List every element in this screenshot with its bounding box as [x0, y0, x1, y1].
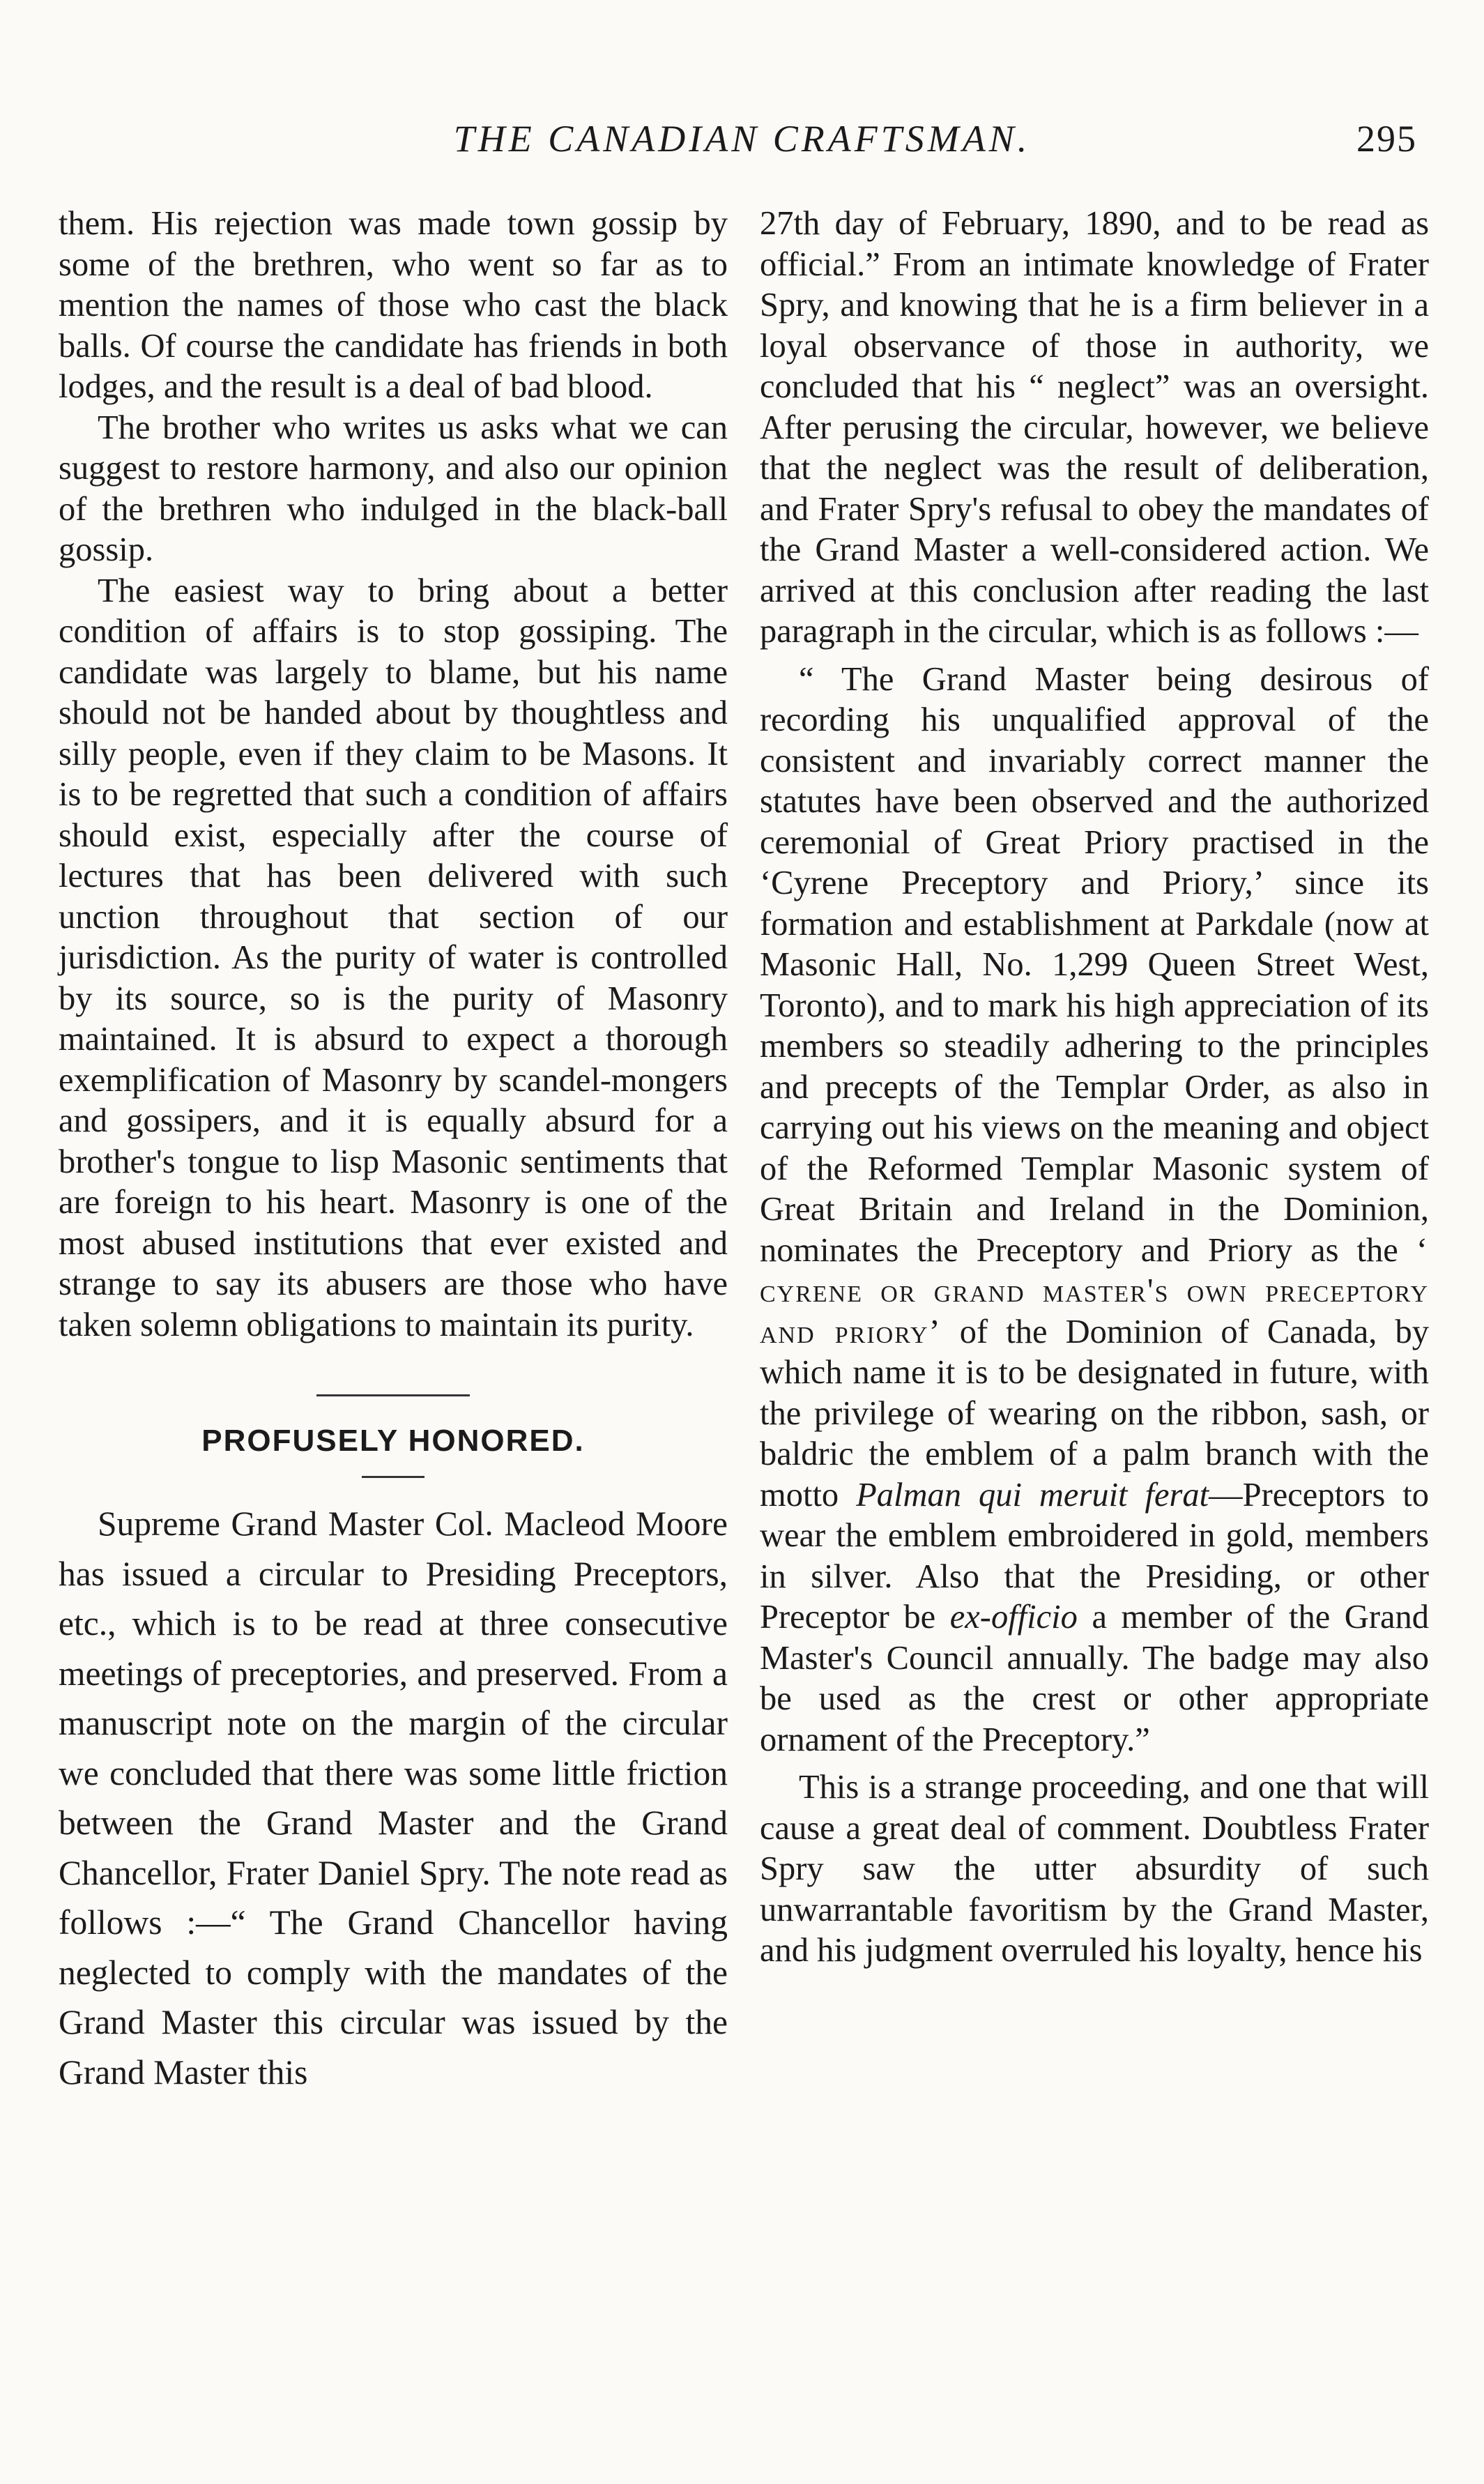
motto: Palman qui meruit ferat: [856, 1476, 1209, 1514]
quote-text: a member of the Grand Master's Council annually. The badge may also be used as the crest or other appropriate ornament of the Preceptory.”: [760, 1599, 1429, 1758]
quote-text: —Preceptors to wear the emblem embroidered in gold, members in silver. Also that the Presiding, or other Preceptor be: [760, 1476, 1429, 1636]
section-divider: [316, 1394, 470, 1396]
paragraph: This is a strange proceeding, and one that will cause a great deal of comment. Doubtless Frater Spry saw the utter absurdity of such unwarrantable favoritism by the Grand Master, and his judgment overruled his loyalty, hence his: [760, 1769, 1429, 1969]
quote-text: “ The Grand Master being desirous of recording his unqualified approval of the consistent and invariably correct manner the statutes have been observed and the authorized ceremonial of Great Priory practised in the ‘Cyrene Preceptory and Priory,’ since its formation and establishment at Parkdale (now at Masonic Hall, No. 1,299 Queen Street West, Toronto), and to mark his high appreciation of its members so steadily adhering to the principles and precepts of the Templar Order, as also in carrying out his views on the meaning and object of the Reformed Templar Masonic system of Great Britain and Ireland in the Dominion, nominates the Preceptory and Priory as the: [760, 660, 1429, 1269]
latin-term: ex-officio: [949, 1599, 1078, 1636]
journal-title: THE CANADIAN CRAFTSMAN.: [453, 118, 1031, 160]
paragraph: 27th day of February, 1890, and to be read as official.” From an intimate knowledge of Frater Spry, and knowing that he is a firm believer in a loyal observance of those in authority, we concluded that his “ neglect” was an oversight. After perusing the circular, however, we believe that the neglect was the result of deliberation, and Frater Spry's refusal to obey the mandates of the Grand Master a well-considered action. We arrived at this conclusion after reading the last paragraph in the circular, which is as follows :—: [760, 205, 1429, 650]
paragraph: The easiest way to bring about a better condition of affairs is to stop gossiping. The candidate was largely to blame, but his name should not be handed about by thoughtless and silly people, even if they claim to be Masons. It is to be regretted that such a condition of affairs should exist, especially after the course of lectures that has been delivered with such unction throughout that section of our jurisdiction. As the purity of water is controlled by its source, so is the purity of Masonry maintained. It is absurd to expect a thorough exemplification of Masonry by scandel-mongers and gossipers, and it is equally absurd for a brother's tongue to lisp Masonic sentiments that are foreign to his heart. Masonry is one of the most abused institutions that ever existed and strange to say its abusers are those who have taken solemn obligations to maintain its purity.: [59, 572, 728, 1343]
right-column: [760, 204, 1429, 1972]
page-number: 295: [1356, 118, 1417, 160]
paragraph: Supreme Grand Master Col. Macleod Moore has issued a circular to Presiding Preceptors, etc., which is to be read at three consecutive meetings of preceptories, and preserved. From a manuscript note on the margin of the circular we concluded that there was some little friction between the Grand Master and the Grand Chancellor, Frater Daniel Spry. The note read as follows :—“ The Grand Chancellor having neglected to comply with the mandates of the Grand Master this circular was issued by the Grand Master this: [59, 1504, 728, 2091]
quote-text: of the Dominion of Canada, by which name it is to be designated in future, with the privilege of wearing on the ribbon, sash, or baldric the emblem of a palm branch with the motto: [760, 1313, 1429, 1514]
preceptory-name: ‘ cyrene or grand master's own preceptory and priory’: [760, 1231, 1429, 1350]
paragraph: The brother who writes us asks what we can suggest to restore harmony, and also our opinion of the brethren who indulged in the black-ball gossip.: [59, 409, 728, 568]
left-column: [59, 204, 728, 2097]
running-head: [0, 117, 1484, 173]
article-body: [59, 1499, 728, 2097]
section-heading: PROFUSELY HONORED.: [201, 1424, 585, 1458]
paragraph: them. His rejection was made town gossip by some of the brethren, who went so far as to mention the names of those who cast the black balls. Of course the candidate has friends in both lodges, and the result is a deal of bad blood.: [59, 205, 728, 405]
heading-rule: [362, 1476, 424, 1478]
quoted-circular: [760, 660, 1429, 1761]
